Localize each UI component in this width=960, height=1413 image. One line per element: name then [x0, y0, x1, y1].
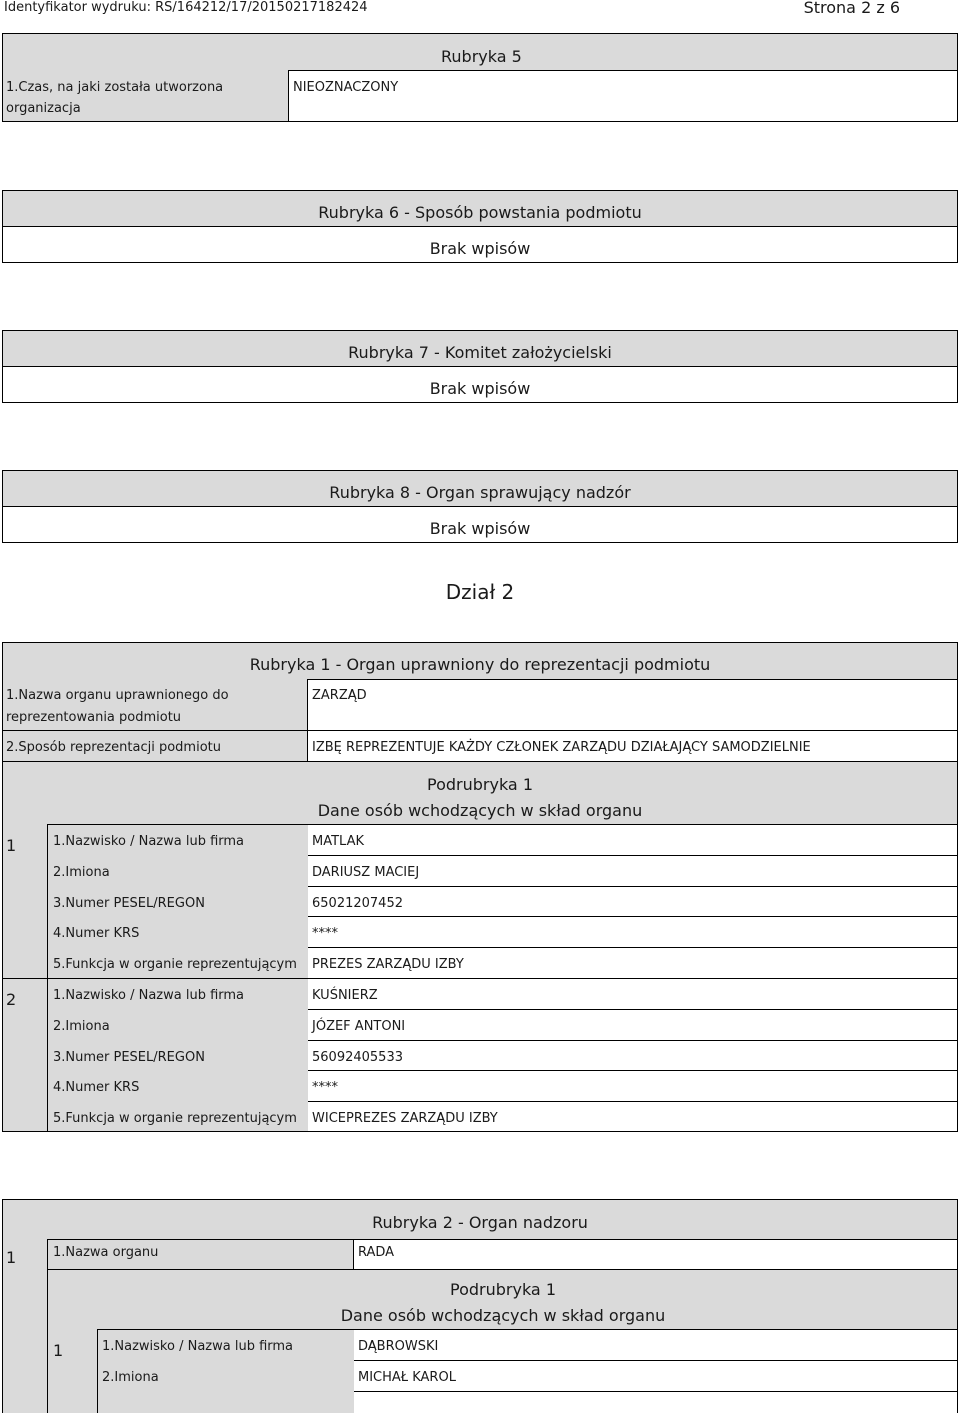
- field-label: 2.Imiona: [102, 1370, 159, 1385]
- field-label: 4.Numer KRS: [53, 1080, 140, 1095]
- rubryka-7-empty: Brak wpisów: [429, 379, 531, 398]
- rubryka-6-empty: Brak wpisów: [429, 239, 531, 258]
- field-label: 4.Numer KRS: [53, 926, 140, 941]
- field-label: 5.Funkcja w organie reprezentującym: [53, 957, 297, 972]
- rubryka-5-title: Rubryka 5: [441, 47, 522, 66]
- d2r1-label1-line1: 1.Nazwa organu uprawnionego do: [6, 688, 229, 703]
- field-label: 1.Nazwisko / Nazwa lub firma: [53, 988, 245, 1003]
- d2r2-subsection-subtitle: Dane osób wchodzących w skład organu: [340, 1306, 666, 1325]
- d2r1-label1-line2: reprezentowania podmiotu: [6, 710, 182, 725]
- field-value: ****: [312, 926, 338, 941]
- field-label: 2.Imiona: [53, 865, 110, 880]
- rubryka-5-label-line2: organizacja: [6, 101, 81, 116]
- field-value: JÓZEF ANTONI: [312, 1019, 406, 1034]
- field-value: MATLAK: [312, 834, 364, 849]
- d2-rubryka-2-title: Rubryka 2 - Organ nadzoru: [372, 1213, 588, 1232]
- field-label: 2.Imiona: [53, 1019, 110, 1034]
- rubryka-5-label-line1: 1.Czas, na jaki została utworzona: [6, 80, 224, 95]
- field-label: 1.Nazwisko / Nazwa lub firma: [53, 834, 245, 849]
- person-number: 2: [6, 990, 17, 1009]
- field-label: 1.Nazwisko / Nazwa lub firma: [102, 1339, 294, 1354]
- field-value: PREZES ZARZĄDU IZBY: [312, 957, 464, 972]
- d2r1-representation-method: IZBĘ REPREZENTUJE KAŻDY CZŁONEK ZARZĄDU DZIAŁAJĄCY SAMODZIELNIE: [312, 740, 811, 755]
- field-value: DARIUSZ MACIEJ: [312, 865, 420, 880]
- field-value: ****: [312, 1080, 338, 1095]
- field-value: KUŚNIERZ: [312, 988, 378, 1003]
- d2r1-subsection-subtitle: Dane osób wchodzących w skład organu: [317, 801, 643, 820]
- d2r1-label2: 2.Sposób reprezentacji podmiotu: [6, 740, 221, 755]
- field-label: 5.Funkcja w organie reprezentującym: [53, 1111, 297, 1126]
- rubryka-7-title: Rubryka 7 - Komitet założycielski: [348, 343, 612, 362]
- page-number: Strona 2 z 6: [803, 0, 900, 17]
- person-number: 1: [53, 1341, 64, 1360]
- field-label: 3.Numer PESEL/REGON: [53, 1050, 205, 1065]
- entry-number: 1: [6, 1248, 17, 1267]
- rubryka-6-title: Rubryka 6 - Sposób powstania podmiotu: [318, 203, 642, 222]
- field-value: 56092405533: [312, 1050, 403, 1065]
- d2r1-organ-name: ZARZĄD: [312, 688, 367, 703]
- field-value: DĄBROWSKI: [358, 1339, 439, 1354]
- field-value: MICHAŁ KAROL: [358, 1370, 456, 1385]
- field-label: 3.Numer PESEL/REGON: [53, 896, 205, 911]
- rubryka-5-value: NIEOZNACZONY: [293, 80, 399, 95]
- field-value: WICEPREZES ZARZĄDU IZBY: [312, 1111, 498, 1126]
- field-value: RADA: [358, 1245, 395, 1260]
- field-value: 65021207452: [312, 896, 403, 911]
- d2r2-subsection-title: Podrubryka 1: [450, 1280, 556, 1299]
- print-identifier: Identyfikator wydruku: RS/164212/17/20150217182424: [4, 0, 368, 15]
- rubryka-8-title: Rubryka 8 - Organ sprawujący nadzór: [329, 483, 631, 502]
- d2-rubryka-1-title: Rubryka 1 - Organ uprawniony do reprezentacji podmiotu: [249, 655, 711, 674]
- rubryka-8-empty: Brak wpisów: [429, 519, 531, 538]
- section-heading-dzial-2: Dział 2: [445, 580, 515, 604]
- field-label: 1.Nazwa organu: [53, 1245, 159, 1260]
- person-number: 1: [6, 836, 17, 855]
- d2r1-subsection-title: Podrubryka 1: [427, 775, 533, 794]
